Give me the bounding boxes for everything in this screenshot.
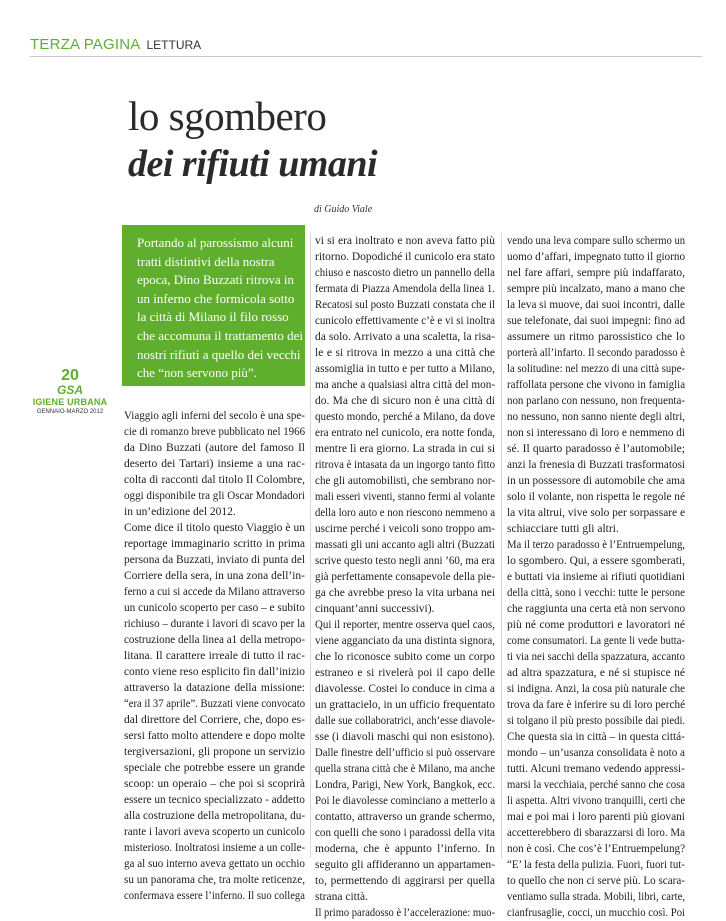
text-line: in un’edizione del 2012. — [124, 506, 236, 518]
text-line: richiuso – durante i lavori di scavo per la — [124, 618, 306, 630]
text-line: cinquant’anni successivi). — [315, 603, 435, 615]
text-line: misterioso. Inoltratosi insieme a un colle- — [124, 842, 306, 854]
text-line: quella strana città che è Milano, ma anche — [315, 763, 495, 775]
text-line: diavolesse. Costei lo conduce in cima a — [315, 683, 495, 695]
text-line: Poi le diavolesse cominciano a metterlo a — [315, 795, 496, 807]
issue-date: GENNAIO-MARZO 2012 — [36, 409, 104, 415]
text-line: mondo – un’usanza consolidata è noto a — [507, 747, 685, 759]
text-line: contatto, attraverso un grande schermo, — [315, 811, 495, 823]
text-line: dalle sue collaboratrici, anch’esse diavole- — [315, 715, 496, 727]
pull-quote — [122, 225, 305, 386]
text-line: raffollata persone che vivono in famiglia — [507, 379, 686, 391]
pull-quote-line: un inferno che formicola sotto — [137, 290, 295, 306]
text-line: in un possessore di automobile che ama — [507, 475, 685, 487]
text-line: uomo d’affari, impegnato tutto il giorno — [507, 251, 686, 263]
pull-quote-line: nostri rifiuti a quello dei vecchi — [137, 346, 301, 362]
text-line: Il primo paradosso è l’accelerazione: muo- — [315, 907, 496, 919]
text-line: Che questa sia in città – in questa cittá- — [507, 731, 685, 743]
text-line: deserto dei Tartari) insieme a una rac- — [124, 458, 305, 470]
text-line: conto viene reso esplicito fin dall’inizio — [124, 666, 305, 678]
text-line: schiacciare tutti gli altri. — [507, 523, 619, 535]
text-line: colta di racconti dal titolo Il Colombre, — [124, 474, 305, 486]
text-line: costruzione della linea a1 della metropo- — [124, 634, 306, 646]
subsection-name: LETTURA — [146, 38, 202, 52]
text-line: Corriere della sera, in una zona dell’in- — [124, 570, 306, 582]
text-line: ad altra spazzatura, e né si stupisce né — [507, 667, 685, 679]
text-line: speciale che potrebbe essere un grande — [124, 762, 305, 774]
text-line: “era il 37 aprile”. Buzzati viene convocato — [124, 698, 306, 710]
section-header — [30, 36, 201, 54]
pull-quote-line: epoca, Dino Buzzati ritrova in — [137, 272, 295, 288]
text-line: viene agganciato da una distinta signora, — [315, 635, 496, 647]
text-line: Come dice il titolo questo Viaggio è un — [124, 522, 305, 534]
text-line: oggi disponibile tra gli Oscar Mondadori — [124, 490, 305, 502]
article-subtitle: dei rifiuti umani — [128, 143, 378, 185]
text-line: assumere un ritmo parossistico che lo — [507, 331, 685, 343]
magazine-name: IGIENE URBANA — [32, 397, 108, 407]
text-line: trova da fare è inferire su di loro perché — [507, 699, 686, 711]
text-line: ma anche a qualsiasi altra città del mon- — [315, 379, 496, 391]
text-line: sempre più incalzato, mano a mano che — [507, 283, 686, 295]
text-line: accetterebbero di sbarazzarsi di loro. Ma — [507, 827, 685, 839]
text-line: questo mondo, perché a Milano, da dove — [315, 411, 496, 423]
pull-quote-line: la città di Milano il filo rosso — [137, 309, 289, 325]
text-line: lo sgombero. Qui, a essere sgomberati, — [507, 555, 685, 567]
text-line: porterà all’infarto. Il secondo paradosso è — [507, 347, 685, 359]
text-line: come consumatori. La gente li vede butta- — [507, 635, 685, 647]
text-line: sé. Il quarto paradosso è l’automobile; — [507, 443, 685, 455]
pull-quote-line: che “non servono più”. — [137, 365, 257, 381]
text-line: vi si era inoltrato e non aveva fatto più — [315, 235, 495, 247]
text-line: confermava essere l’inferno. Il suo collega — [124, 890, 305, 902]
page-number: 20 — [61, 367, 79, 384]
text-line: rante i lavori aveva scoperto un cunicolo — [124, 826, 305, 838]
text-line: mali esseri viventi, stanno fermi al volante — [315, 491, 495, 503]
text-line: Viaggio agli inferni del secolo è una spe- — [124, 410, 305, 422]
text-line: no nessuno, non sanno niente degli altri, — [507, 411, 686, 423]
text-line: da solo. Arrivato a una scaletta, la risa- — [315, 331, 495, 343]
text-line: litana. Il carattere irreale di tutto il rac- — [124, 650, 305, 662]
text-line: moderna, che è appunto l’inferno. In — [315, 843, 495, 855]
text-line: to, permettendo di aggirarsi per quella — [315, 875, 495, 887]
text-line: la leva si muove, dai suoi incontri, dalle — [507, 299, 685, 311]
text-line: to quello che non ci serve più. Lo scara- — [507, 875, 686, 887]
text-line: vendo una leva compare sullo schermo un — [507, 235, 686, 247]
text-line: ti via nei sacchi della spazzatura, accanto — [507, 651, 685, 663]
text-line: della loro auto e non riescono nemmeno a — [315, 507, 496, 519]
text-line: si tolgano il più presto possibile dai piedi. — [507, 715, 686, 727]
text-line: reportage immaginario scritto in prima — [124, 538, 305, 550]
text-line: e buttati via insieme ai rifiuti quotidiani — [507, 571, 685, 583]
text-line: essere un tecnico specializzato - addetto — [124, 794, 305, 806]
text-line: non è così. Che cos’è l’Entruempelung? — [507, 843, 686, 855]
text-line: la vita altrui, vive solo per sorpassare e — [507, 507, 686, 519]
text-line: già perfettamente consapevole della pie- — [315, 571, 496, 583]
text-line: fermata di Piazza Amendola della linea 1. — [315, 283, 496, 295]
text-line: che lo riconosce subito come un corpo — [315, 651, 495, 663]
text-line: Dalle finestre dell’ufficio si può osservare — [315, 747, 496, 759]
text-line: non parlano con nessuno, non frequenta- — [507, 395, 685, 407]
pull-quote-line: tratti distintivi della nostra — [137, 253, 275, 269]
text-line: ritorno. Dopodiché il cunicolo era stato — [315, 251, 496, 263]
byline: di Guido Viale — [314, 204, 373, 215]
text-line: che gli automobilisti, che sembrano nor- — [315, 475, 496, 487]
text-line: cie di romanzo breve pubblicato nel 1966 — [124, 426, 306, 438]
text-line: Londra, Parigi, New York, Bangkok, ecc. — [315, 779, 495, 791]
text-line: su un panorama che, tra molte reticenze, — [124, 874, 306, 886]
pull-quote-line: che accomuna il trattamento dei — [137, 327, 304, 343]
text-line: un cunicolo scoperto per caso – e subito — [124, 602, 305, 614]
text-line: sersi fatto molto attendere e dopo molte — [124, 730, 306, 742]
text-line: ritrova è intasata da un ingorgo tanto fitto — [315, 459, 496, 471]
text-line: sue telefonate, dai suoi impegni: fino ad — [507, 315, 686, 327]
text-line: mai e poi mai i loro parenti più giovani — [507, 811, 685, 823]
text-line: non si interessano di loro e nemmeno di — [507, 427, 685, 439]
text-line: mentre lì era giorno. La strada in cui si — [315, 443, 496, 455]
text-column-3 — [507, 233, 685, 921]
text-line: si indigna. Anzi, la cosa più naturale che — [507, 683, 685, 695]
text-line: con quelli che sono i paradossi della vita — [315, 827, 495, 839]
text-line: scrive questo testo negli anni ’60, ma era — [315, 555, 495, 567]
column-divider — [310, 233, 311, 858]
text-line: uscirne perché i veicoli sono troppo am- — [315, 523, 496, 535]
text-line: anzi la frenesia di Buzzati trasformatosi — [507, 459, 686, 471]
text-line: tergiversazioni, gli propone un servizio — [124, 746, 305, 758]
text-line: più né come produttori e lavoratori né — [507, 619, 686, 631]
text-line: assomiglia in tutto e per tutto a Milano, — [315, 363, 495, 375]
text-line: da Dino Buzzati (autore del famoso Il — [124, 442, 305, 454]
text-line: ga al suo interno aveva gettato un occhio — [124, 858, 305, 870]
text-line: era entrato nel cunicolo, era notte fonda, — [315, 427, 496, 439]
gsa-logo: GSA — [56, 383, 83, 397]
text-line: tutti. Alcuni tremano vedendo appressi- — [507, 763, 685, 775]
text-line: Recatosi sul posto Buzzati constata che il — [315, 299, 496, 311]
text-line: li aspetta. Altri vivono tranquilli, certi che — [507, 795, 686, 807]
text-line: solo il volante, non rispetta le regole né — [507, 491, 685, 503]
text-line: seguito gli affideranno un appartamen- — [315, 859, 495, 871]
text-line: marsi la vecchiaia, perché sanno che cosa — [507, 779, 686, 791]
header-rule — [30, 56, 702, 57]
text-line: massati gli uni accanto agli altri (Buzzati — [315, 539, 495, 551]
masthead — [30, 368, 110, 417]
text-line: estraneo e si rivelerà poi il capo delle — [315, 667, 496, 679]
text-line: Ma il terzo paradosso è l’Entruempelung, — [507, 539, 685, 551]
text-line: della città, sono i vecchi: tutte le persone — [507, 587, 686, 599]
pull-quote-line: Portando al parossismo alcuni — [137, 235, 294, 250]
text-line: un grattacielo, in un ufficio frequentato — [315, 699, 495, 711]
column-divider — [501, 233, 502, 858]
text-line: do. Ma che di sicuro non è una città di — [315, 395, 495, 407]
text-line: la solitudine: nel mezzo di una città supe- — [507, 363, 685, 375]
text-line: le e si ritrova in mezzo a una città che — [315, 347, 495, 359]
text-line: cunicolo effettivamente c’è e vi si inoltra — [315, 315, 495, 327]
text-line: dal direttore del Corriere, che, dopo es- — [124, 714, 305, 726]
text-line: sse (i diavoli maschi qui non esistono). — [315, 731, 495, 743]
text-line: che raggiunta una certa età non servono — [507, 603, 686, 615]
text-column-1 — [124, 408, 305, 904]
text-line: ventiamo sulla strada. Mobili, libri, carte, — [507, 891, 686, 903]
text-line: alla costruzione della metropolitana, du- — [124, 810, 306, 822]
text-line: Qui il reporter, mentre osserva quel caos, — [315, 619, 495, 631]
text-line: ga che avrebbe preso la vita urbana nei — [315, 587, 496, 599]
text-line: nel fare affari, sempre più indaffarato, — [507, 267, 686, 279]
text-line: persona da Buzzati, inviato di punta del — [124, 554, 306, 566]
text-line: strana città. — [315, 891, 369, 903]
text-line: cianfrusaglie, cocci, un mucchio così. Poi — [507, 907, 686, 919]
text-line: scoop: un operaio – che poi si scoprirà — [124, 778, 306, 790]
text-line: chiuso e nascosto dietro un pannello della — [315, 267, 495, 279]
text-line: ferno a cui si accede da Milano attraverso — [124, 586, 305, 598]
text-line: attraverso la datazione della missione: — [124, 682, 305, 694]
article-title: lo sgombero — [128, 93, 327, 139]
text-column-2 — [315, 233, 495, 921]
text-line: “E’ la festa della pulizia. Fuori, fuori tut- — [507, 859, 685, 871]
section-name: TERZA PAGINA — [30, 36, 141, 53]
